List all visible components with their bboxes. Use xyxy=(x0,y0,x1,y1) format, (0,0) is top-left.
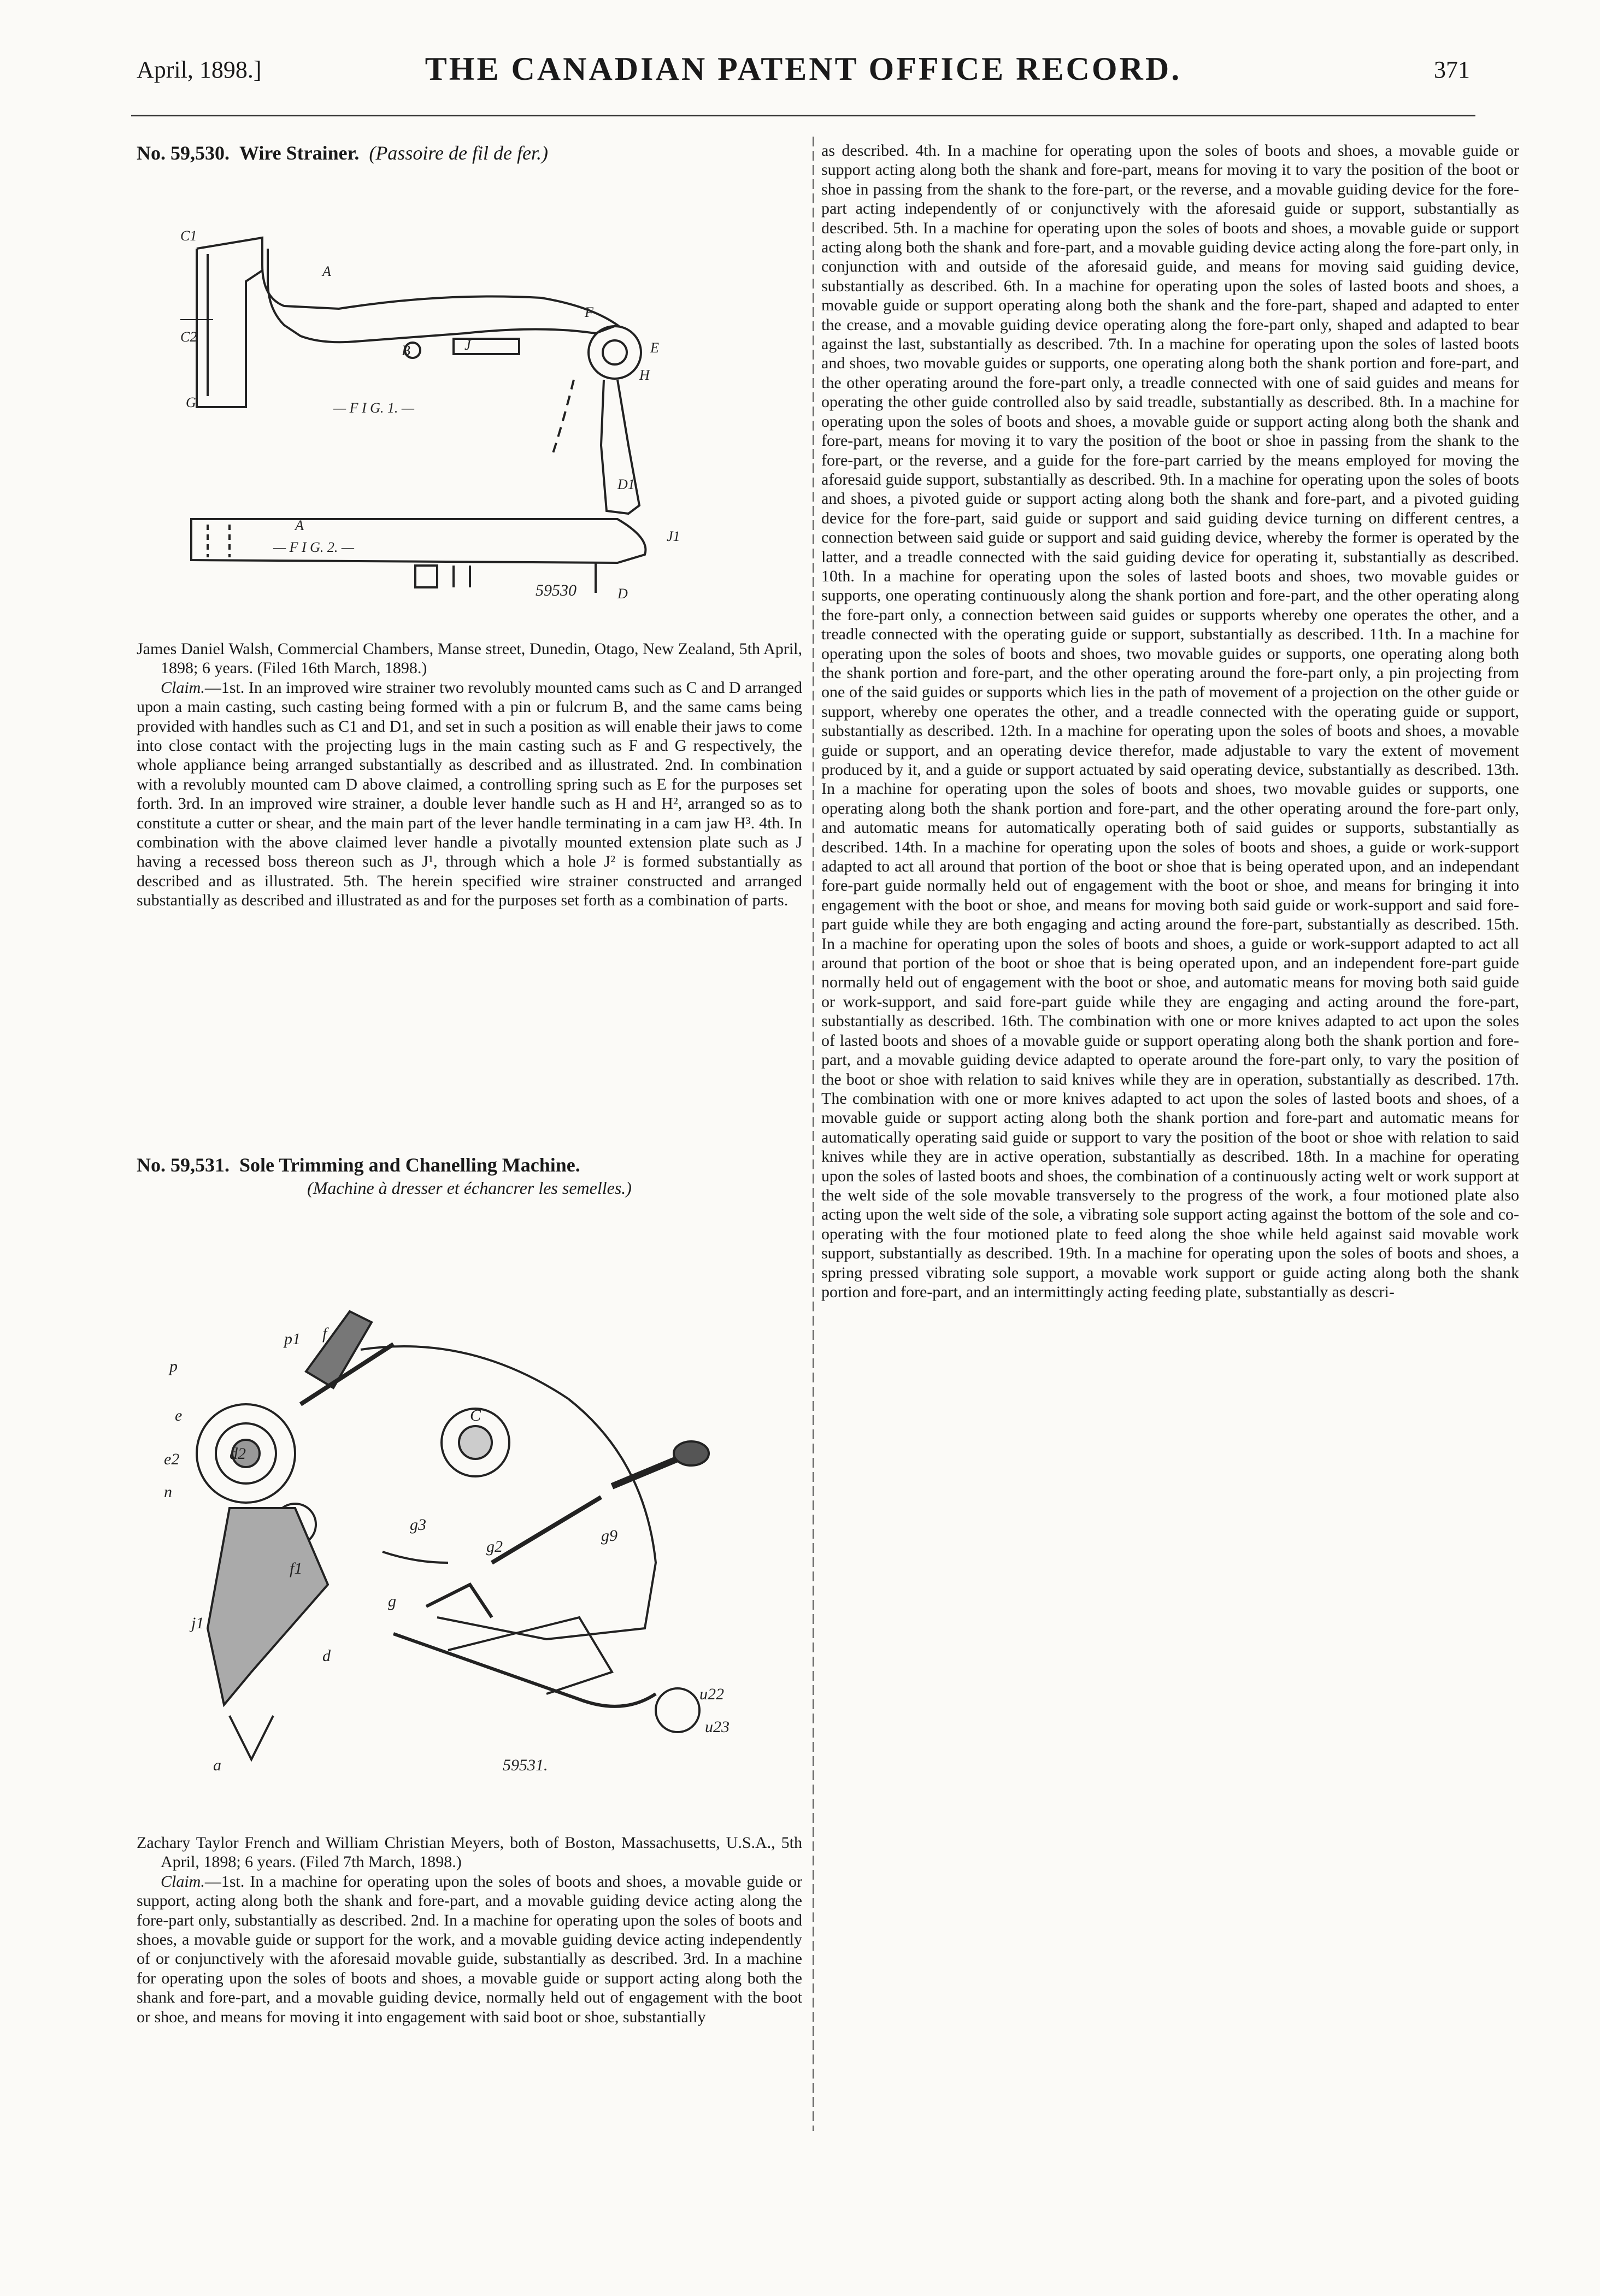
part-label: g2 xyxy=(486,1538,503,1556)
part-label: C2 xyxy=(180,329,197,345)
part-label: f1 xyxy=(290,1559,303,1577)
patent-59530-body xyxy=(137,639,802,910)
claim-label: Claim. xyxy=(161,678,205,697)
part-label: A xyxy=(322,263,331,279)
patent-name: Sole Trimming and Chanelling Machine. xyxy=(239,1154,580,1176)
part-label: e xyxy=(175,1406,183,1424)
column-divider xyxy=(813,137,814,2131)
part-label: j1 xyxy=(191,1614,204,1632)
patent-59531-heading xyxy=(137,1153,802,1199)
part-label: J xyxy=(464,337,471,353)
part-label: p xyxy=(169,1357,178,1375)
part-label: D xyxy=(617,586,628,602)
part-label: B xyxy=(402,343,410,358)
part-label: A xyxy=(295,517,304,533)
part-label: F xyxy=(585,304,593,320)
patent-name: Wire Strainer. xyxy=(239,142,360,164)
patent-french-name: (Passoire de fil de fer.) xyxy=(369,142,548,164)
part-label: e2 xyxy=(164,1450,180,1468)
part-label: H xyxy=(639,367,650,383)
applicant-info: James Daniel Walsh, Commercial Chambers, Manse street, Dunedin, Otago, New Zealand, 5th April, 1898; 6 years. (Filed 16th March, 1898.) xyxy=(137,640,802,678)
applicant-info: Zachary Taylor French and William Christian Meyers, both of Boston, Massachusetts, U.S.A., 5th April, 1898; 6 years. (Filed 7th March, 1898.) xyxy=(137,1834,802,1871)
part-label: D1 xyxy=(617,476,635,492)
patent-59530-heading xyxy=(137,141,802,165)
claims-continued: as described. 4th. In a machine for operating upon the soles of boots and shoes, a movable guide or support acting along both the shank and fore-part, means for moving it to vary the position of the boot or shoe in passing from the shank to the fore-part, or the reverse, and a movable guiding device for the fore-part acting independently of or conjunctively with the aforesaid guide or support, substantially as described. 5th. In a machine for operating upon the soles of boots and shoes, a movable guide or support acting along both the shank and fore-part, and a movable guiding device acting along the fore-part only, in conjunction with and outside of the aforesaid guide, and means for moving said guiding device, substantially as described. 6th. In a machine for operating upon the soles of lasted boots and shoes, a movable guide or support operating along both the shank and the fore-part, shaped and adapted to enter the crease, and a movable guiding device operating along the fore-part only, shaped and adapted to bear against the last, substantially as described. 7th. In a machine for operating upon the soles of lasted boots and shoes, two movable guides or supports, one operating along both the shank portion and fore-part, and the other operating around the fore-part only, a treadle connected with one of said guides and means for operating the other guide controlled also by said treadle, substantially as described. 8th. In a machine for operating upon the soles of boots and shoes, a movable guide or support acting along both the shank and fore-part, means for moving it to vary the position of the boot or shoe in passing from the shank to the fore-part, or the reverse, and a guide for the fore-part carried by the means employed for moving the aforesaid guide support, substantially as described. 9th. In a machine for operating upon the soles of boots and shoes, a pivoted guide or support acting along both the shank and fore-part, and a pivoted guiding device for the fore-part, said guide or support and said guiding device turning on different centres, a connection between said guide or support and said guiding device, whereby the former is operated by the latter, and a treadle connected with the said guiding device for operating it, substantially as described. 10th. In a machine for operating upon the soles of lasted boots and shoes, two movable guides or supports, one operating continuously along the shank portion and fore-part, and the other operating along the fore-part only, a connection between said guides or supports whereby one operates the other, and a treadle connected with the operating guide or support, substantially as described. 11th. In a machine for operating upon the soles of boots and shoes, two movable guides or supports, one operating along both the shank portion and fore-part, and the other operating around the fore-part only, a pin projecting from one of the said guides or supports which lies in the path of movement of a projection on the other guide or support, whereby one operates the other, and a treadle connected with the operating guide or support, substantially as described. 12th. In a machine for operating upon the soles of boots and shoes, a movable guide or support, and an operating device therefor, made adjustable to vary the extent of movement produced by it, and a guide or support actuated by said operating device, substantially as described. 13th. In a machine for operating upon the soles of boots and shoes, two movable guides or supports, one operating along both the shank portion and fore-part, and the other operating around the fore-part only, and automatic means for automatically operating both of said guides or supports, substantially as described. 14th. In a machine for operating upon the soles of boots and shoes, a guide or work-support adapted to act all around that portion of the boot or shoe that is being operated upon, and an independant fore-part guide normally held out of engagement with the boot or shoe, and means for bringing it into engagement with the boot or shoe, and means for moving both said guide or work-support and said fore-part guide while they are both engaging and acting around the fore-part, substantially as described. 15th. In a machine for operating upon the soles of boots and shoes, a guide or work-support adapted to act all around that portion of the boot or shoe that is being operated upon, and an independent fore-part guide normally held out of engagement with the boot or shoe, and automatic means for moving both said guide or work-support, and said fore-part guide while they are engaging and acting around the fore-part, substantially as described. 16th. The combination with one or more knives adapted to act upon the soles of lasted boots and shoes of a movable guide or support operating along both the shank portion and fore-part, and a movable guiding device adapted to operate around the fore-part only, to vary the position of the boot or shoe with relation to said knives while they are in operation, substantially as described. 17th. The combination with one or more knives adapted to act upon the soles of lasted boots and shoes, of a movable guide or support acting along both the shank portion and fore-part and automatic means for automatically operating said guide or support to vary the position of the boot or shoe with relation to said knives while they are in active operation, substantially as described. 18th. In a machine for operating upon the soles of lasted boots and shoes, the combination of a continuously acting welt or work support at the welt side of the sole movable transversely to the progress of the work, a four motioned plate also acting upon the welt side of the sole, a vibrating sole support acting against the bottom of the sole and co-operating with the four motioned plate to feed along the shoe while held against said movable work support, substantially as described. 19th. In a machine for operating upon the soles of boots and shoes, a spring pressed vibrating sole support, a movable work support or guide acting along both the shank portion and fore-part, and an intermittingly acting feeding plate, substantially as descri- xyxy=(821,142,1519,1301)
figure-number: 59530 xyxy=(536,581,577,599)
part-label: d xyxy=(322,1647,331,1665)
sole-trimming-drawing xyxy=(164,1279,754,1781)
part-label: u22 xyxy=(699,1685,724,1703)
fig2-label: — F I G. 2. — xyxy=(273,539,355,555)
header-rule xyxy=(131,115,1475,116)
part-label: u23 xyxy=(705,1718,730,1736)
part-label: g xyxy=(388,1592,396,1610)
running-header xyxy=(137,50,1470,94)
header-date: April, 1898.] xyxy=(137,56,262,83)
part-label: d2 xyxy=(230,1445,246,1463)
figure-number: 59531. xyxy=(503,1756,548,1774)
patent-number: No. 59,530. xyxy=(137,142,230,164)
part-label: f xyxy=(322,1324,327,1343)
journal-title: THE CANADIAN PATENT OFFICE RECORD. xyxy=(425,51,1182,87)
patent-number: No. 59,531. xyxy=(137,1154,230,1176)
part-label: g9 xyxy=(601,1527,617,1545)
wire-strainer-drawing xyxy=(158,216,716,609)
part-label: a xyxy=(213,1756,221,1774)
part-label: E xyxy=(650,340,659,356)
part-label: g3 xyxy=(410,1516,426,1534)
sole-trimming-figure xyxy=(164,1279,754,1781)
claims-continued-column xyxy=(821,141,1519,1302)
claim-label: Claim. xyxy=(161,1872,205,1891)
part-label: G xyxy=(186,395,196,410)
claims-text xyxy=(137,678,802,910)
part-label: J1 xyxy=(667,528,680,544)
wire-strainer-figure xyxy=(158,216,716,609)
part-label: p1 xyxy=(284,1330,301,1348)
part-label: n xyxy=(164,1483,172,1501)
fig1-label: — F I G. 1. — xyxy=(333,400,415,416)
claims: —1st. In an improved wire strainer two revolubly mounted cams such as C and D arranged upon a main casting, such casting being formed with a pin or fulcrum B, and the same cams being provided with handles such as C1 and D1, and set in such a position as will enable their jaws to come into close contact with the projecting lugs in the main casting such as F and G respectively, the whole appliance being arranged substantially as described and as illustrated. 2nd. In combination with a revolubly mounted cam D above claimed, a controlling spring such as E for the purposes set forth. 3rd. In an improved wire strainer, a double lever handle such as H and H², arranged so as to constitute a cutter or shear, and the main part of the lever handle terminating in a cam jaw H³. 4th. In combination with the above claimed lever handle a pivotally mounted extension plate such as J having a recessed boss thereon such as J¹, through which a hole J² is formed substantially as described and as illustrated. 5th. The herein specified wire strainer constructed and arranged substantially as described and illustrated as and for the purposes set forth as a combination of parts. xyxy=(137,678,802,910)
patent-59531-body xyxy=(137,1833,802,2027)
claims-text xyxy=(137,1872,802,2027)
patent-french-name: (Machine à dresser et échancrer les semelles.) xyxy=(307,1178,632,1198)
claims: —1st. In a machine for operating upon the soles of boots and shoes, a movable guide or support, acting along both the shank and fore-part, and a movable guiding device acting along the fore-part only, substantially as described. 2nd. In a machine for operating upon the soles of boots and shoes, a movable guide or support for the work, and a movable guiding device acting independently of or conjunctively with the aforesaid movable guide, substantially as described. 3rd. In a machine for operating upon the soles of boots and shoes, a movable guide or support acting along both the shank and fore-part, and a movable guiding device, normally held out of engagement with the boot or shoe, and means for moving it into engagement with said boot or shoe, substantially xyxy=(137,1872,802,2026)
part-label: C1 xyxy=(180,228,197,244)
page-number: 371 xyxy=(1434,56,1470,83)
part-label: C xyxy=(470,1406,481,1424)
